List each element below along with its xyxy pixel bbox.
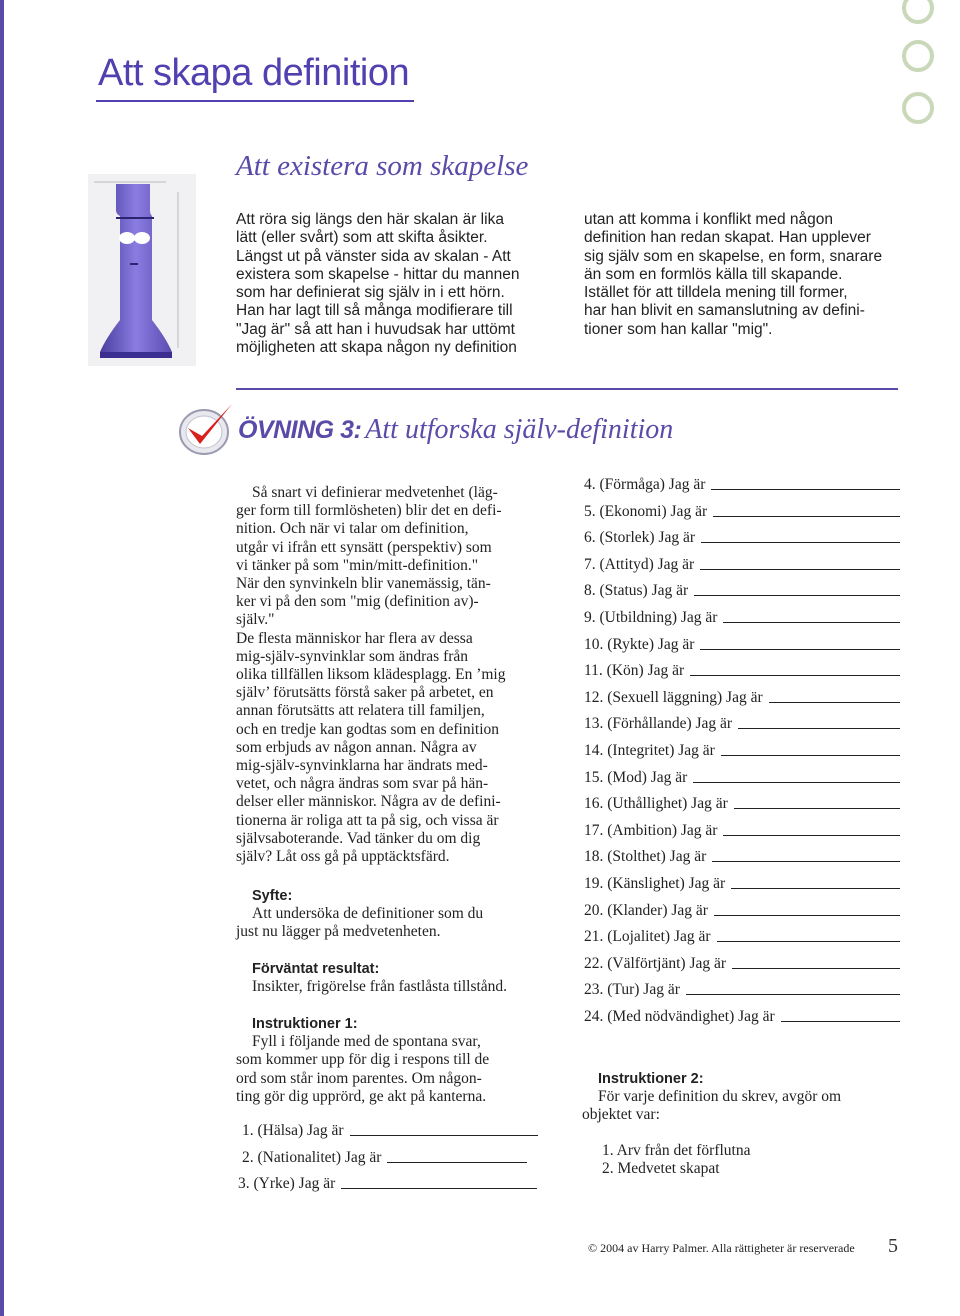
fill-in-item (584, 609, 900, 627)
page-number: 5 (888, 1235, 898, 1257)
answer-line[interactable] (769, 702, 900, 703)
section-divider (236, 388, 898, 390)
text-line: nition. Och när vi talar om definition, (236, 520, 469, 538)
text-line: utgår vi ifrån ett synsätt (perspektiv) som (236, 538, 492, 556)
answer-line[interactable] (738, 728, 900, 729)
text-line: När den synvinkeln blir vanemässig, tän- (236, 575, 491, 593)
copyright-notice: © 2004 av Harry Palmer. Alla rättigheter är reserverade (588, 1241, 855, 1255)
fill-in-item (584, 476, 900, 494)
text-line: just nu lägger på medvetenheten. (236, 923, 441, 941)
answer-line[interactable] (731, 888, 900, 889)
fill-in-item (584, 556, 900, 574)
instructions-1-block (236, 1015, 489, 1106)
text-line: än som en formlös källa till skapande. (584, 265, 843, 283)
fill-in-label: 4. (Förmåga) Jag är (584, 476, 706, 493)
page-border (0, 0, 4, 1316)
fill-in-item (242, 1122, 538, 1140)
text-line: Han har lagt till så många modifierare till (236, 302, 513, 320)
text-line: självsaboterande. Vad tänker du om dig (236, 829, 481, 847)
fill-in-label: 13. (Förhållande) Jag är (584, 715, 733, 732)
answer-line[interactable] (387, 1162, 527, 1163)
text-line: Fyll i följande med de spontana svar, (252, 1033, 481, 1051)
text-line: Istället för att tilldela mening till former, (584, 284, 848, 302)
fill-in-label: 17. (Ambition) Jag är (584, 822, 718, 839)
fill-in-label: 3. (Yrke) Jag är (238, 1175, 336, 1192)
answer-line[interactable] (350, 1135, 538, 1136)
answer-line[interactable] (341, 1188, 537, 1189)
answer-line[interactable] (701, 542, 900, 543)
answer-line[interactable] (693, 782, 900, 783)
answer-line[interactable] (700, 649, 900, 650)
fill-in-label: 21. (Lojalitet) Jag är (584, 928, 711, 945)
answer-line[interactable] (713, 516, 900, 517)
text-line: Insikter, frigörelse från fastlåsta tillstånd. (252, 978, 508, 996)
text-line: tioner som han kallar "mig". (584, 320, 773, 338)
exercise-label: ÖVNING 3: (238, 416, 362, 444)
fill-in-label: 11. (Kön) Jag är (584, 662, 685, 679)
text-line: mig-själv-synvinklar som ändras från (236, 647, 469, 665)
fill-in-item (242, 1149, 527, 1167)
answer-line[interactable] (686, 994, 900, 995)
fill-in-item (584, 981, 900, 999)
text-line: "Jag är" så att han i huvudsak har uttömt (236, 320, 515, 338)
text-line: annan förutsätts att relatera till familjen, (236, 702, 485, 720)
instructions-2-heading: Instruktioner 2: (598, 1071, 704, 1087)
fill-in-item (584, 582, 900, 600)
option-item: 2. Medvetet skapat (602, 1160, 720, 1178)
fill-in-label: 22. (Välförtjänt) Jag är (584, 955, 727, 972)
text-line: För varje definition du skrev, avgör om (598, 1088, 842, 1106)
text-line: definition han redan skapat. Han upplever (584, 229, 871, 247)
fill-in-item (584, 715, 900, 733)
text-line: Så snart vi definierar medvetenhet (läg- (252, 484, 498, 501)
page-header-title: Att skapa definition (98, 52, 410, 94)
section-title: Att existera som skapelse (236, 150, 529, 182)
fill-in-label: 16. (Uthållighet) Jag är (584, 795, 728, 812)
fill-in-label: 23. (Tur) Jag är (584, 981, 680, 998)
fill-in-item (584, 928, 900, 946)
fill-in-item (584, 662, 900, 680)
section-text-right (584, 211, 882, 339)
purpose-heading: Syfte: (252, 888, 293, 904)
text-line: som kommer upp för dig i respons till de (236, 1051, 490, 1069)
text-line: vi tänker på som "min/mitt-definition." (236, 556, 479, 574)
text-line: existera som skapelse - hittar du mannen (236, 265, 520, 283)
answer-line[interactable] (694, 595, 900, 596)
text-line: objektet var: (582, 1106, 660, 1124)
exercise-intro (236, 484, 505, 866)
answer-line[interactable] (723, 835, 900, 836)
answer-line[interactable] (690, 675, 900, 676)
text-line: Att röra sig längs den här skalan är lika (236, 211, 504, 228)
answer-line[interactable] (734, 808, 900, 809)
fill-in-label: 14. (Integritet) Jag är (584, 742, 715, 759)
answer-line[interactable] (721, 755, 900, 756)
fill-in-label: 9. (Utbildning) Jag är (584, 609, 718, 626)
fill-in-item (584, 529, 900, 547)
fill-in-label: 24. (Med nödvändighet) Jag är (584, 1008, 775, 1025)
fill-in-item (238, 1175, 537, 1193)
fill-in-label: 12. (Sexuell läggning) Jag är (584, 689, 763, 706)
checkmark-icon (176, 398, 236, 458)
fill-in-label: 15. (Mod) Jag är (584, 769, 688, 786)
fill-in-item (584, 689, 900, 707)
text-line: ting gör dig upprörd, ge akt på kanterna. (236, 1087, 487, 1105)
fill-in-label: 18. (Stolthet) Jag är (584, 848, 707, 865)
fill-in-item (584, 742, 900, 760)
fill-in-label: 2. (Nationalitet) Jag är (242, 1149, 382, 1166)
fill-in-item (584, 848, 900, 866)
fill-in-item (584, 503, 900, 521)
exercise-heading: Att utforska själv-definition (365, 414, 674, 445)
text-line: utan att komma i konflikt med någon (584, 211, 833, 228)
instructions-2-options (602, 1142, 751, 1178)
instructions-2-block (582, 1070, 841, 1125)
text-line: ger form till formlösheten) blir det en defi- (236, 502, 502, 520)
text-line: själv? Låt oss gå på upptäcktsfärd. (236, 848, 450, 866)
answer-line[interactable] (700, 569, 900, 570)
instructions-1-heading: Instruktioner 1: (252, 1016, 358, 1032)
i-man-figure-icon (86, 170, 198, 370)
fill-in-item (584, 875, 900, 893)
fill-in-label: 5. (Ekonomi) Jag är (584, 503, 708, 520)
text-line: möjligheten att skapa någon ny definition (236, 339, 517, 357)
answer-line[interactable] (711, 489, 900, 490)
exercise-title (238, 414, 673, 446)
fill-in-label: 10. (Rykte) Jag är (584, 636, 695, 653)
answer-line[interactable] (781, 1021, 900, 1022)
fill-in-item (584, 636, 900, 654)
answer-line[interactable] (717, 941, 900, 942)
fill-in-label: 6. (Storlek) Jag är (584, 529, 696, 546)
text-line: själv’ förutsätts förstå saker på arbetet, en (236, 684, 494, 702)
answer-line[interactable] (723, 622, 900, 623)
text-line: De flesta människor har flera av dessa (236, 629, 473, 647)
text-line: ker vi på den som "mig (definition av)- (236, 593, 479, 611)
answer-line[interactable] (712, 861, 900, 862)
fill-in-item (584, 902, 900, 920)
fill-in-label: 20. (Klander) Jag är (584, 902, 708, 919)
fill-in-item (584, 822, 900, 840)
option-item: 1. Arv från det förflutna (602, 1142, 751, 1159)
section-text-left (236, 211, 519, 357)
text-line: vetet, och några ändras som svar på hän- (236, 775, 489, 793)
fill-in-item (584, 1008, 900, 1026)
text-line: och en tredje kan godtas som en definition (236, 720, 500, 738)
text-line: Längst ut på vänster sida av skalan - Att (236, 247, 511, 265)
text-line: olika tillfällen liksom klädesplagg. En ’mig (236, 666, 506, 684)
text-line: mig-själv-synvinklarna har ändrats med- (236, 757, 488, 775)
expected-heading: Förväntat resultat: (252, 961, 380, 977)
text-line: lätt (eller svårt) som att skifta åsikter. (236, 229, 488, 247)
fill-in-label: 1. (Hälsa) Jag är (242, 1122, 344, 1139)
fill-in-label: 19. (Känslighet) Jag är (584, 875, 726, 892)
circles-decoration-icon (898, 0, 938, 140)
text-line: som erbjuds av någon annan. Några av (236, 738, 477, 756)
fill-in-item (584, 769, 900, 787)
text-line: delser eller människor. Några av de defini- (236, 793, 501, 811)
text-line: ord som står inom parentes. Om någon- (236, 1069, 482, 1087)
text-line: själv." (236, 611, 275, 629)
fill-in-label: 7. (Attityd) Jag är (584, 556, 695, 573)
fill-in-item (584, 795, 900, 813)
header-rule (96, 100, 414, 102)
text-line: Att undersöka de definitioner som du (252, 905, 484, 923)
text-line: som har definierat sig själv in i ett hörn. (236, 284, 505, 302)
expected-result-block (236, 960, 507, 996)
text-line: tionerna är roliga att ta på sig, och vissa är (236, 811, 499, 829)
purpose-block (236, 887, 483, 942)
answer-line[interactable] (732, 968, 900, 969)
text-line: sig själv som en skapelse, en form, snarare (584, 247, 883, 265)
answer-line[interactable] (714, 915, 900, 916)
fill-in-label: 8. (Status) Jag är (584, 582, 689, 599)
text-line: har han blivit en samanslutning av defini- (584, 302, 865, 320)
fill-in-item (584, 955, 900, 973)
